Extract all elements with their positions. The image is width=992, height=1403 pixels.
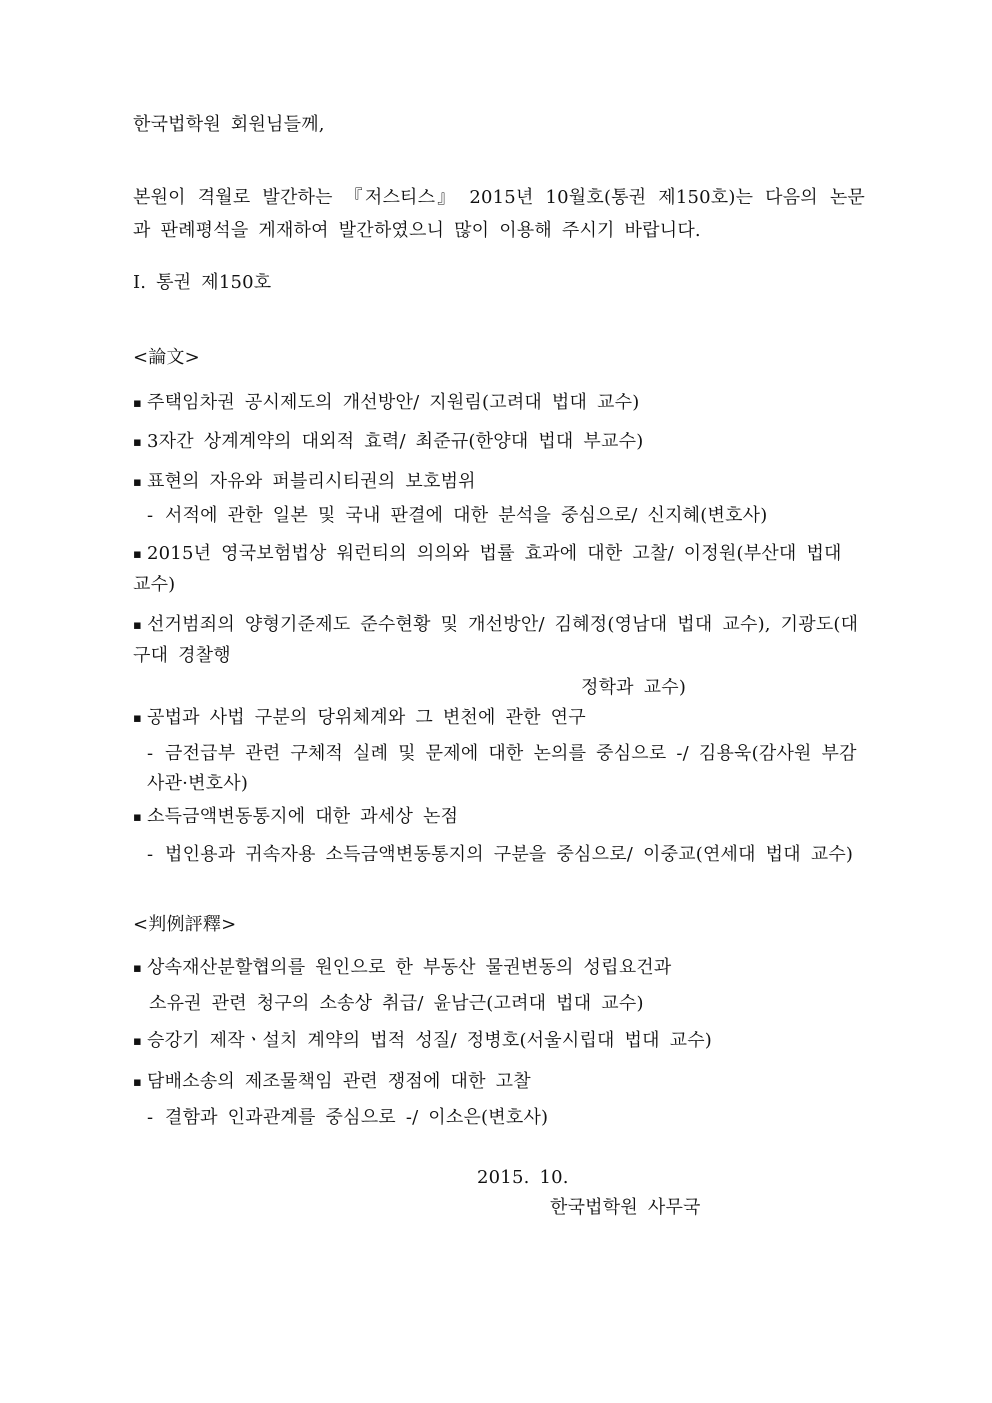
article-subtitle-line xyxy=(147,739,865,799)
article-title: 표현의 자유와 퍼블리시티권의 보호범위 xyxy=(147,471,476,492)
article-item xyxy=(133,610,865,671)
dash-icon: - xyxy=(147,844,154,865)
article-item xyxy=(133,388,865,419)
greeting: 한국법학원 회원님들께, xyxy=(133,114,325,135)
bullet-icon: ▪ xyxy=(133,475,143,490)
bullet-icon: ▪ xyxy=(133,810,143,825)
case-review-title: 담배소송의 제조물책임 관련 쟁점에 대한 고찰 xyxy=(147,1071,531,1092)
article-subtitle: 서적에 관한 일본 및 국내 판결에 대한 분석을 중심으로/ 신지혜(변호사) xyxy=(165,505,768,526)
case-review-title: 승강기 제작ㆍ설치 계약의 법적 성질/ 정병호(서울시립대 법대 교수) xyxy=(147,1030,713,1051)
dash-icon: - xyxy=(147,743,154,764)
date-text: 2015. 10. xyxy=(477,1167,569,1188)
article-title: 주택임차권 공시제도의 개선방안/ 지원림(고려대 법대 교수) xyxy=(147,392,640,413)
article-item xyxy=(133,539,865,600)
case-review-item xyxy=(133,1026,865,1057)
section-header-articles: <論文> xyxy=(133,347,200,368)
bullet-icon: ▪ xyxy=(133,711,143,726)
bullet-icon: ▪ xyxy=(133,618,143,633)
article-title: 2015년 영국보험법상 워런티의 의의와 법률 효과에 대한 고찰/ 이정원(부산대 법대 교수) xyxy=(133,543,842,595)
bullet-icon: ▪ xyxy=(133,961,143,976)
article-item xyxy=(133,802,865,833)
article-title: 3자간 상계계약의 대외적 효력/ 최준규(한양대 법대 부교수) xyxy=(147,431,644,452)
signature-text: 한국법학원 사무국 xyxy=(550,1197,701,1218)
case-review-subtitle: 결함과 인과관계를 중심으로 -/ 이소은(변호사) xyxy=(165,1107,549,1128)
document-page xyxy=(133,110,865,1223)
case-review-title: 상속재산분할협의를 원인으로 한 부동산 물권변동의 성립요건과 xyxy=(147,957,672,978)
article-subtitle-line xyxy=(147,840,865,870)
article-item xyxy=(133,467,865,498)
section-header-case-reviews: <判例評釋> xyxy=(133,914,237,935)
case-review-item xyxy=(133,953,865,984)
article-subtitle: 법인용과 귀속자용 소득금액변동통지의 구분을 중심으로/ 이중교(연세대 법대 교수) xyxy=(165,844,854,865)
dash-icon: - xyxy=(147,505,154,526)
case-review-continuation: 소유권 관련 청구의 소송상 취급/ 윤남근(고려대 법대 교수) xyxy=(149,993,644,1014)
article-subtitle-line xyxy=(147,501,865,531)
article-subtitle: 금전급부 관련 구체적 실례 및 문제에 대한 논의를 중심으로 -/ 김용욱(감사원 부감사관·변호사) xyxy=(147,743,857,794)
article-title: 공법과 사법 구분의 당위체계와 그 변천에 관한 연구 xyxy=(147,707,586,728)
dash-icon: - xyxy=(147,1107,154,1128)
bullet-icon: ▪ xyxy=(133,547,143,562)
intro-line-2: 과 판례평석을 게재하여 발간하였으니 많이 이용해 주시기 바랍니다. xyxy=(133,220,701,241)
volume-heading: I. 통권 제150호 xyxy=(133,272,272,293)
article-title: 소득금액변동통지에 대한 과세상 논점 xyxy=(147,806,459,827)
article-continuation: 정학과 교수) xyxy=(581,677,687,698)
article-item xyxy=(133,427,865,458)
bullet-icon: ▪ xyxy=(133,1034,143,1049)
article-title: 선거범죄의 양형기준제도 준수현황 및 개선방안/ 김혜정(영남대 법대 교수), 기광도(대구대 경찰행 xyxy=(133,614,859,666)
bullet-icon: ▪ xyxy=(133,396,143,411)
bullet-icon: ▪ xyxy=(133,1075,143,1090)
article-item xyxy=(133,703,865,734)
intro-line-1: 본원이 격월로 발간하는 『저스티스』 2015년 10월호(통권 제150호)는 다음의 논문 xyxy=(133,187,865,208)
bullet-icon: ▪ xyxy=(133,435,143,450)
case-review-item xyxy=(133,1067,865,1098)
case-review-subtitle-line xyxy=(147,1103,865,1133)
